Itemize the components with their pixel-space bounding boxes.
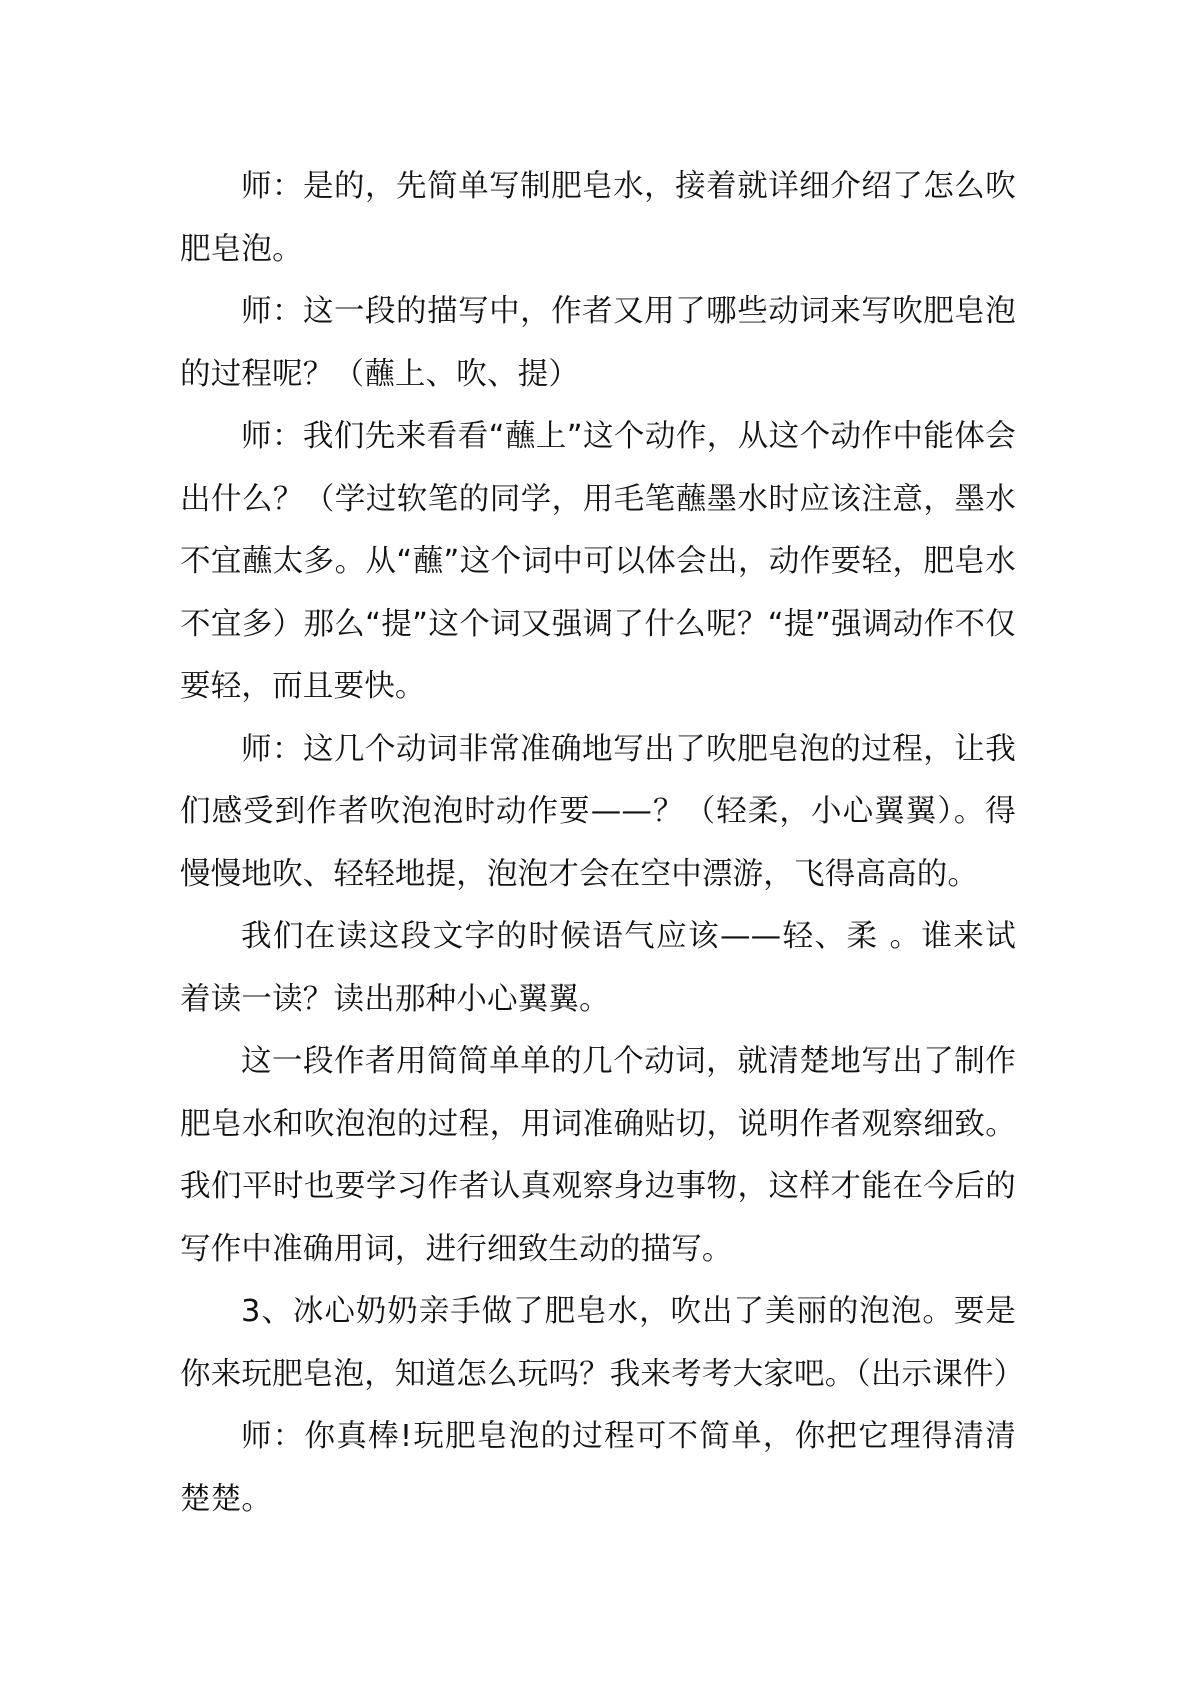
paragraph-5: 我们在读这段文字的时候语气应该——轻、柔 。谁来试着读一读？读出那种小心翼翼。 [180, 919, 1016, 1017]
paragraph-6: 这一段作者用简简单单的几个动词，就清楚地写出了制作肥皂水和吹泡泡的过程，用词准确贴切，说明作者观察细致。我们平时也要学习作者认真观察身边事物，这样才能在今后的写作中准确用词，进行细致生动的描写。 [180, 1044, 1016, 1267]
paragraph-7: 3、冰心奶奶亲手做了肥皂水，吹出了美丽的泡泡。要是你来玩肥皂泡，知道怎么玩吗？我来考考大家吧。（出示课件） [180, 1294, 1025, 1392]
paragraph-1: 师：是的，先简单写制肥皂水，接着就详细介绍了怎么吹肥皂泡。 [180, 169, 1016, 267]
paragraph-8: 师：你真棒!玩肥皂泡的过程可不简单，你把它理得清清楚楚。 [180, 1419, 1016, 1517]
paragraph-3: 师：我们先来看看“蘸上”这个动作，从这个动作中能体会出什么？（学过软笔的同学，用毛笔蘸墨水时应该注意，墨水不宜蘸太多。从“蘸”这个词中可以体会出，动作要轻，肥皂水不宜多）那么“提”这个词又强调了什么呢？“提”强调动作不仅要轻，而且要快。 [180, 419, 1016, 704]
document-body [180, 156, 1025, 1531]
paragraph-2: 师：这一段的描写中，作者又用了哪些动词来写吹肥皂泡的过程呢？（蘸上、吹、提） [180, 294, 1016, 392]
paragraph-4: 师：这几个动词非常准确地写出了吹肥皂泡的过程，让我们感受到作者吹泡泡时动作要——？（轻柔，小心翼翼）。得慢慢地吹、轻轻地提，泡泡才会在空中漂游，飞得高高的。 [180, 731, 1016, 892]
